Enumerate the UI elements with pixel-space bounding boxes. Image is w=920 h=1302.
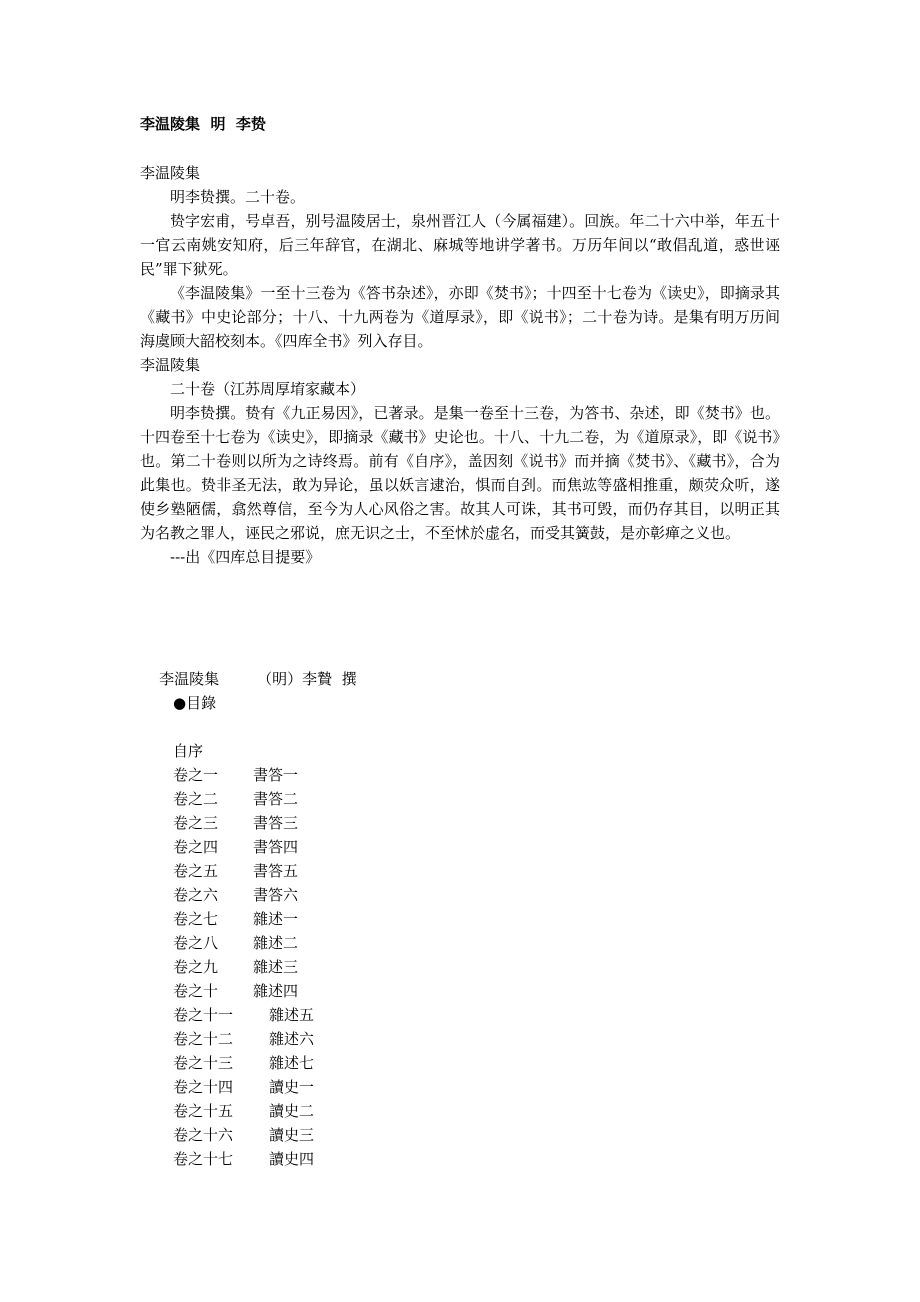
- toc-row: [173, 1051, 314, 1075]
- section2-heading: 李温陵集: [140, 356, 201, 374]
- toc-row: [173, 859, 298, 883]
- toc-row: [173, 931, 298, 955]
- toc-row: [173, 1099, 314, 1123]
- toc-volume: 卷之一: [173, 766, 219, 784]
- toc-volume: 卷之十三: [173, 1054, 234, 1072]
- toc-row: [173, 907, 298, 931]
- toc-volume: 卷之十二: [173, 1030, 234, 1048]
- toc-section-name: 書答一: [253, 766, 299, 784]
- document-title: 李温陵集 明 李贽: [140, 115, 266, 133]
- toc-section-name: 書答三: [253, 814, 299, 832]
- toc-volume: 卷之八: [173, 934, 219, 952]
- section2-source: ---出《四库总目提要》: [170, 548, 321, 566]
- toc-section-name: 雜述七: [269, 1054, 315, 1072]
- toc-section-name: 讀史四: [269, 1150, 315, 1168]
- toc-row: [173, 1147, 314, 1171]
- toc-volume: 卷之六: [173, 886, 219, 904]
- toc-section-name: 讀史一: [269, 1078, 315, 1096]
- section-summary-1: [140, 161, 780, 569]
- toc-row: [173, 763, 298, 787]
- toc-volume: 卷之十六: [173, 1126, 234, 1144]
- toc-row: [173, 1123, 314, 1147]
- toc-volume: 卷之九: [173, 958, 219, 976]
- toc-section-name: 雜述三: [253, 958, 299, 976]
- toc-row: [173, 811, 298, 835]
- toc-row: [173, 955, 298, 979]
- toc-label: ●目錄: [173, 694, 217, 712]
- toc-row: [173, 1075, 314, 1099]
- edition-title: 李温陵集: [159, 670, 220, 688]
- toc-volume: 卷之三: [173, 814, 219, 832]
- toc-row: [173, 979, 298, 1003]
- section2-paragraph-2: 明李贽撰。贽有《九正易因》，已著录。是集一卷至十三卷，为答书、杂述，即《焚书》也。十四卷至十七卷为《读史》，即摘录《藏书》史论也。十八、十九二卷，为《道原录》，即《说书》也。第二十卷则以所为之诗终焉。前有《自序》，盖因刻《说书》而并摘《焚书》、《藏书》，合为此集也。贽非圣无法，敢为异论，虽以妖言逮治，惧而自刭。而焦竑等盛相推重，颇荧众听，遂使乡塾陋儒，翕然尊信，至今为人心风俗之害。故其人可诛，其书可毁，而仍存其目，以明正其为名教之罪人，诬民之邪说，庶无识之士，不至怵於虚名，而受其簧鼓，是亦彰瘅之义也。: [140, 404, 780, 542]
- toc-volume: 卷之十四: [173, 1078, 234, 1096]
- section1-paragraph-3: 《李温陵集》一至十三卷为《答书杂述》，亦即《焚书》；十四至十七卷为《读史》，即摘录其《藏书》中史论部分；十八、十九两卷为《道厚录》，即《说书》；二十卷为诗。是集有明万历间海虞顾大韶校刻本。《四库全书》列入存目。: [140, 284, 780, 350]
- toc-preface: 自序: [173, 742, 204, 760]
- toc-section-name: 讀史二: [269, 1102, 315, 1120]
- toc-volume: 卷之十: [173, 982, 219, 1000]
- section1-paragraph-1: 明李贽撰。二十卷。: [170, 188, 306, 206]
- toc-section-name: 雜述一: [253, 910, 299, 928]
- toc-row: [173, 835, 298, 859]
- toc-volume: 卷之五: [173, 862, 219, 880]
- toc-section-name: 書答二: [253, 790, 299, 808]
- toc-section-name: 書答四: [253, 838, 299, 856]
- edition-author: （明）李贄 撰: [257, 670, 357, 688]
- toc-section-name: 讀史三: [269, 1126, 315, 1144]
- toc-volume: 卷之十七: [173, 1150, 234, 1168]
- section1-heading: 李温陵集: [140, 164, 201, 182]
- toc-section-name: 書答六: [253, 886, 299, 904]
- toc-row: [173, 883, 298, 907]
- toc-section-name: 雜述四: [253, 982, 299, 1000]
- toc-row: [173, 1003, 314, 1027]
- toc-volume: 卷之十一: [173, 1006, 234, 1024]
- section1-paragraph-2: 贽字宏甫，号卓吾，别号温陵居士，泉州晋江人（今属福建）。回族。年二十六中举，年五十一官云南姚安知府，后三年辞官，在湖北、麻城等地讲学著书。万历年间以“敢倡乱道，惑世诬民”罪下狱死。: [140, 212, 780, 278]
- toc-volume: 卷之十五: [173, 1102, 234, 1120]
- toc-volume: 卷之七: [173, 910, 219, 928]
- toc-section-name: 雜述五: [269, 1006, 315, 1024]
- toc-volume: 卷之四: [173, 838, 219, 856]
- toc-section-name: 書答五: [253, 862, 299, 880]
- toc-volume: 卷之二: [173, 790, 219, 808]
- toc-section-name: 雜述二: [253, 934, 299, 952]
- toc-row: [173, 1027, 314, 1051]
- section2-paragraph-1: 二十卷（江苏周厚堉家藏本）: [170, 380, 366, 398]
- toc-row: [173, 787, 298, 811]
- toc-section-name: 雜述六: [269, 1030, 315, 1048]
